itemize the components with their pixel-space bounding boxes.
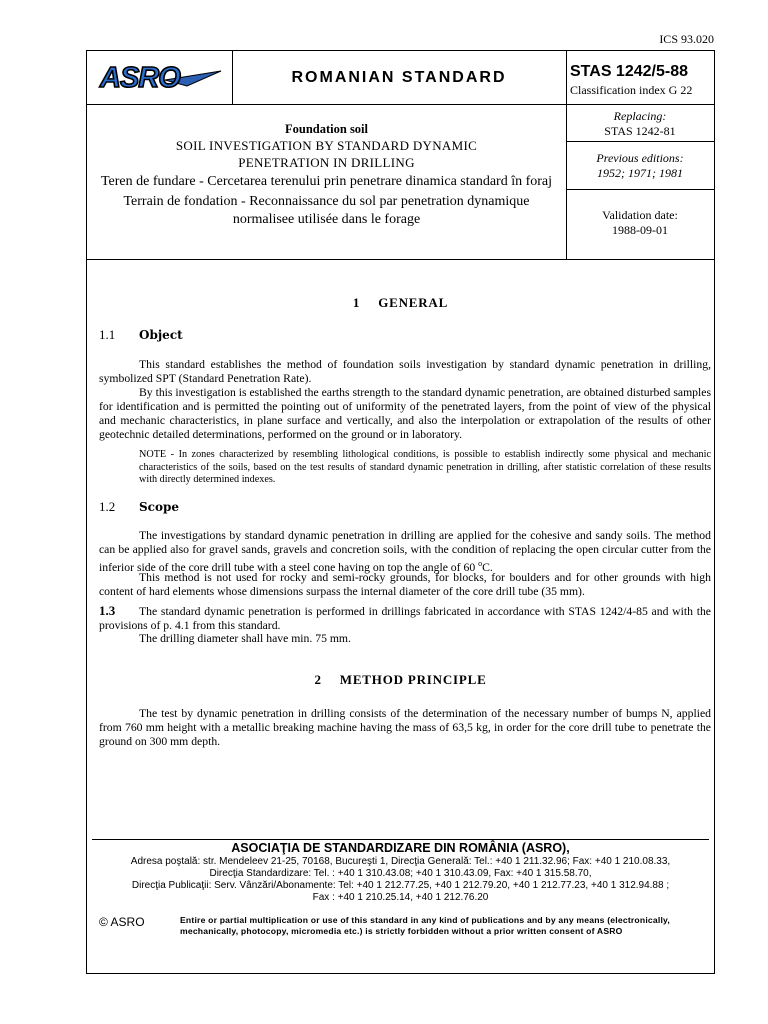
stas-number: STAS 1242/5-88 <box>570 63 688 80</box>
title-romanian: Teren de fundare - Cercetarea terenului prin penetrare dinamica standard în foraj <box>100 174 553 189</box>
asro-logo-graphic <box>87 51 232 104</box>
stas-cell <box>566 51 714 104</box>
header-top-row <box>87 51 714 105</box>
paragraph-1-1-b: By this investigation is established the earths strength to the standard dynamic penetration, are obtained disturbed samples for identification and is permitted the pointing out of uniformity of the penetrated layers, from the point of view of the physical and mechanic characteristics, in plane surface and vertically, and also the interpolation or extrapolation of the results of other geotechnic detailed determinations, performed on the ground or in laboratory. <box>99 386 711 441</box>
subsection-1-2-heading: 1.2 Scope <box>99 499 180 514</box>
edition-info-cell <box>566 104 714 259</box>
section-1-heading: 1 GENERAL <box>352 295 449 310</box>
title-small: Foundation soil <box>284 122 368 136</box>
validation-box <box>566 190 714 259</box>
footer-organization: ASOCIAŢIA DE STANDARDIZARE DIN ROMÂNIA (ASRO), <box>231 841 570 855</box>
footer-divider <box>92 839 709 840</box>
paragraph-1-3-b: The drilling diameter shall have min. 75 mm. <box>139 632 351 645</box>
title-main: SOIL INVESTIGATION BY STANDARD DYNAMIC PENETRATION IN DRILLING <box>175 138 478 170</box>
title-french: Terrain de fondation - Reconnaissance du sol par penetration dynamique normalisee utilisée dans le forage <box>123 194 530 227</box>
subsection-1-3-number: 1.3 <box>99 603 116 618</box>
classification-index: Classification index G 22 <box>570 83 693 97</box>
paragraph-1-2-b: This method is not used for rocky and semi-rocky grounds, for blocks, for boulders and for other grounds with high content of hard elements whose dimensions surpass the internal diameter of the core drill tube (35 mm). <box>99 571 711 598</box>
replacing-value: STAS 1242-81 <box>604 124 676 138</box>
header-table <box>87 51 714 259</box>
note-1-1: NOTE - In zones characterized by resembling lithological conditions, is possible to establish indirectly some physical and mechanic characteristics of the soils, based on the test results of standard dynamic penetration in drilling, after statistic correlation of these results with directly determined indexes. <box>139 449 711 485</box>
copyright-mark: © ASRO <box>99 915 145 929</box>
asro-logo <box>87 51 233 104</box>
validation-label: Validation date: <box>602 208 678 222</box>
paragraph-1-2-a: The investigations by standard dynamic penetration in drilling are applied for the cohesive and sandy soils. The method can be applied also for gravel sands, gravels and concretion soils, with the condition of replacing the open circular cutter from the inferior side of the core drill tube with a steel cone having on top the angle of 60 $^o$C. <box>99 529 711 574</box>
header-description-row <box>87 104 714 260</box>
footer-address-1: Adresa poştală: str. Mendeleev 21-25, 70168, Bucureşti 1, Direcţia Generală: Tel.: +40 1 211.32.96; Fax: +40 1 210.08.33, <box>130 856 671 867</box>
description-cell <box>87 104 567 259</box>
paragraph-1-1-a: This standard establishes the method of foundation soils investigation by standard dynamic penetration in drilling, symbolized SPT (Standard Penetration Rate). <box>99 358 711 385</box>
section-2-heading: 2 METHOD PRINCIPLE <box>314 672 487 687</box>
ics-code: ICS 93.020 <box>659 32 714 46</box>
footer-address-4: Fax : +40 1 210.25.14, +40 1 212.76.20 <box>312 892 489 903</box>
copyright-notice: Entire or partial multiplication or use of this standard in any kind of publications and by any means (electronically, mechanically, photocopy, micromedia etc.) is strictly forbidden without a prior written consent of ASRO <box>180 915 670 936</box>
validation-value: 1988-09-01 <box>612 223 668 237</box>
standard-title: ROMANIAN STANDARD <box>291 68 507 86</box>
replacing-label: Replacing: <box>613 109 667 123</box>
footer-address-2: Direcţia Standardizare: Tel. : +40 1 310.43.08; +40 1 310.43.09, Fax: +40 1 315.58.70, <box>209 868 592 879</box>
footer-address-3: Direcţia Publicaţii: Serv. Vânzări/Abonamente: Tel: +40 1 212.77.25, +40 1 212.79.20, +40 1 212.77.23, +40 1 312.94.88 ; <box>131 880 670 891</box>
previous-value: 1952; 1971; 1981 <box>597 166 683 180</box>
previous-editions-box <box>566 142 714 190</box>
replacing-box <box>566 104 714 142</box>
standard-page <box>86 50 715 974</box>
paragraph-1-3: 1.3 The standard dynamic penetration is performed in drillings fabricated in accordance with STAS 1242/4-85 and with the provisions of p. 4.1 from this standard. <box>99 603 711 632</box>
subsection-1-1-heading: 1.1 Object <box>99 327 183 342</box>
svg-text:ASRO: ASRO <box>100 62 180 94</box>
previous-label: Previous editions: <box>596 151 684 165</box>
paragraph-2: The test by dynamic penetration in drilling consists of the determination of the necessary number of bumps N, applied from 760 mm height with a metallic breaking machine having the mass of 63,5 kg, in order for the core drill tube to penetrate the ground on 300 mm depth. <box>99 707 711 748</box>
standard-title-cell <box>232 51 567 104</box>
